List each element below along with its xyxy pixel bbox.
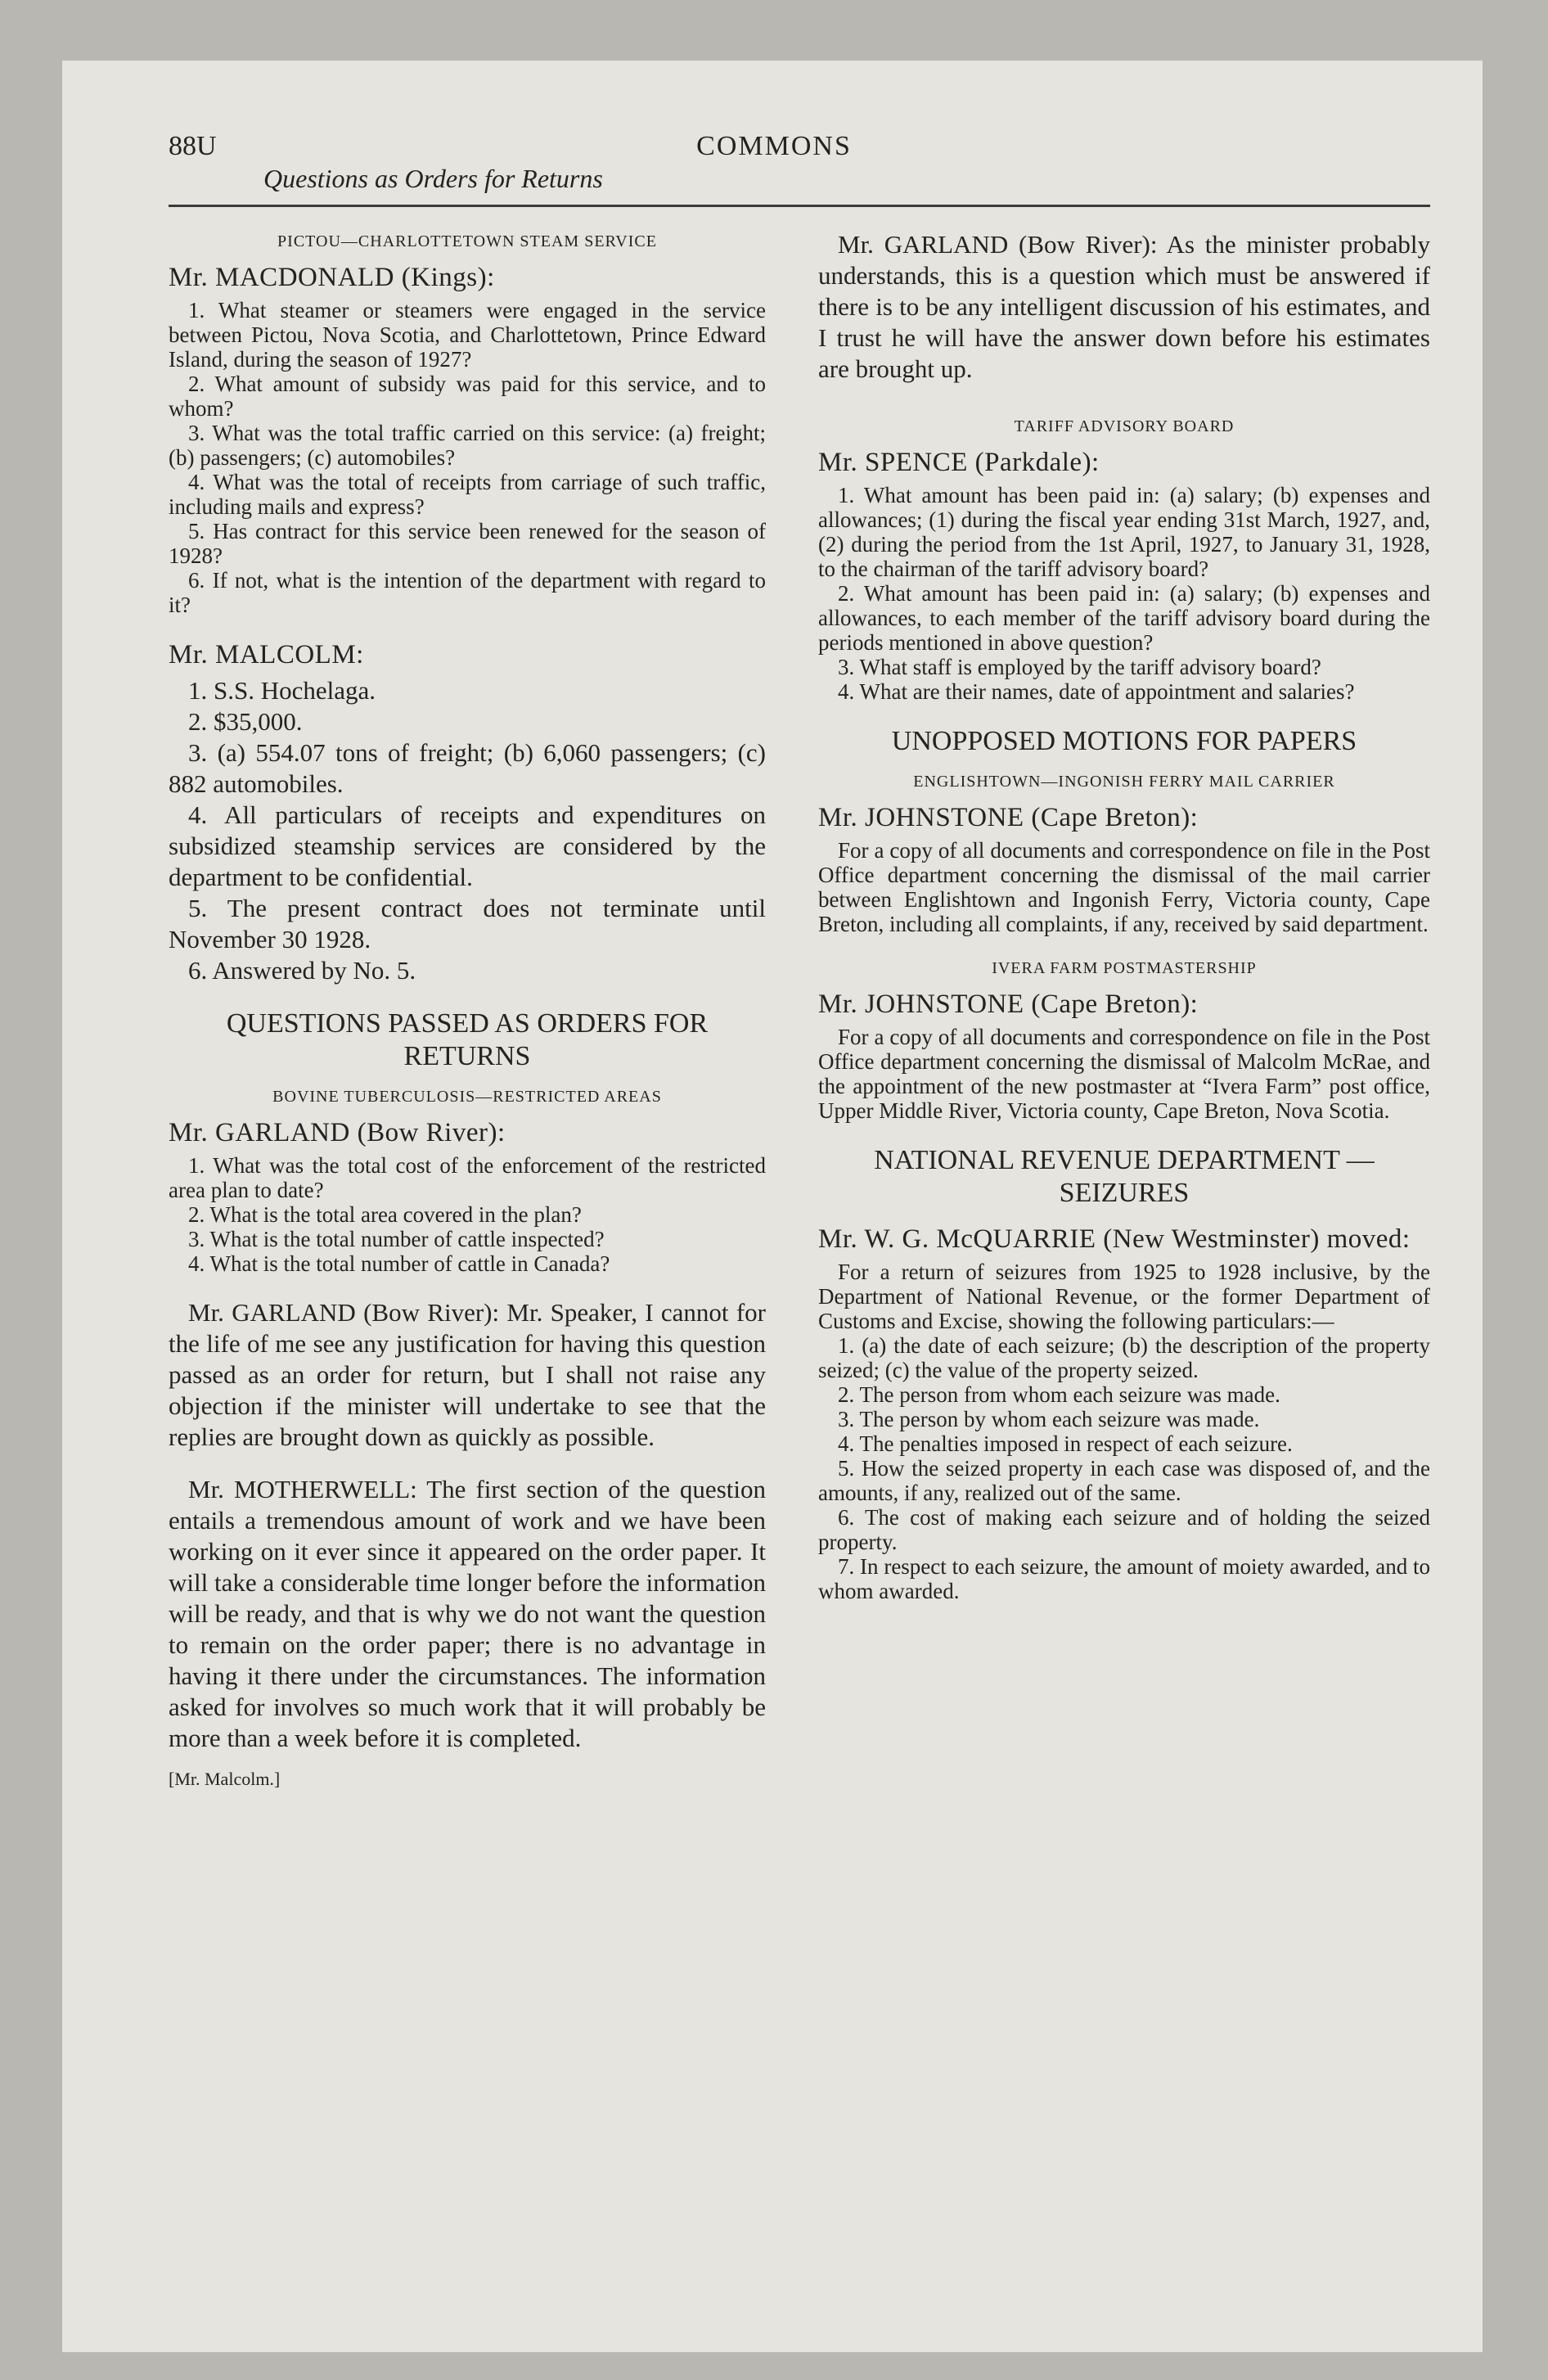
ivera-motion: For a copy of all documents and correspondence on file in the Post Office department concerning the dismissal of Malcolm McRae, and the appointment of the new postmaster at “Ivera Farm” post office, Upper Middle River, Victoria county, Cape Breton, Nova Scotia.	[818, 1025, 1430, 1123]
bovine-question-3: 3. What is the total number of cattle inspected?	[188, 1227, 605, 1251]
header-rule	[169, 205, 1430, 207]
section-heading-national-revenue: NATIONAL REVENUE DEPARTMENT —SEIZURES	[874, 1145, 1375, 1208]
answer-2: 2. $35,000.	[188, 707, 303, 736]
speaker-malcolm: Mr. MALCOLM:	[169, 640, 364, 669]
question-2: 2. What amount of subsidy was paid for this service, and to whom?	[169, 372, 766, 421]
answer-5: 5. The present contract does not terminate until November 30 1928.	[169, 894, 766, 953]
question-1: 1. What steamer or steamers were engaged in the service between Pictou, Nova Scotia, and Charlottetown, Prince Edward Island, during the season of 1927?	[169, 298, 766, 372]
bovine-question-1: 1. What was the total cost of the enforcement of the restricted area plan to date?	[169, 1153, 766, 1202]
left-column	[169, 221, 766, 1790]
seizure-item-6: 6. The cost of making each seizure and of holding the seized property.	[818, 1505, 1430, 1554]
answer-4: 4. All particulars of receipts and expenditures on subsidized steamship services are considered by the department to be confidential.	[169, 800, 766, 891]
bovine-question-4: 4. What is the total number of cattle in Canada?	[188, 1251, 610, 1276]
seizure-item-4: 4. The penalties imposed in respect of each seizure.	[838, 1431, 1293, 1456]
tariff-question-1: 1. What amount has been paid in: (a) salary; (b) expenses and allowances; (1) during the fiscal year ending 31st March, 1927, and, (2) during the period from the 1st April, 1927, to January 31, 1928, to the chairman of the tariff advisory board?	[818, 483, 1430, 581]
footer-note: [Mr. Malcolm.]	[169, 1769, 281, 1789]
page-number: 88U	[169, 131, 217, 161]
seizure-item-2: 2. The person from whom each seizure was made.	[838, 1382, 1280, 1407]
running-subtitle: Questions as Orders for Returns	[263, 164, 603, 193]
question-5: 5. Has contract for this service been renewed for the season of 1928?	[169, 519, 766, 568]
subheading-ivera: IVERA FARM POSTMASTERSHIP	[992, 959, 1257, 977]
answer-3: 3. (a) 554.07 tons of freight; (b) 6,060 passengers; (c) 882 automobiles.	[169, 738, 766, 798]
section-heading-questions-passed: QUESTIONS PASSED AS ORDERS FOR RETURNS	[226, 1008, 709, 1071]
speaker-macdonald: Mr. MACDONALD (Kings):	[169, 263, 495, 292]
tariff-question-4: 4. What are their names, date of appointment and salaries?	[838, 679, 1355, 704]
speaker-mcquarrie: Mr. W. G. McQUARRIE (New Westminster) moved:	[818, 1224, 1411, 1254]
seizure-item-7: 7. In respect to each seizure, the amount of moiety awarded, and to whom awarded.	[818, 1554, 1430, 1603]
question-6: 6. If not, what is the intention of the department with regard to it?	[169, 568, 766, 617]
garland-reply: Mr. GARLAND (Bow River): As the minister probably understands, this is a question which must be answered if there is to be any intelligent discussion of his estimates, and I trust he will have the answer down before his estimates are brought up.	[818, 230, 1430, 383]
englishtown-motion: For a copy of all documents and correspondence on file in the Post Office department concerning the dismissal of the mail carrier between Englishtown and Ingonish Ferry, Victoria county, Cape Breton, including all complaints, if any, received by said department.	[818, 838, 1430, 936]
seizure-item-3: 3. The person by whom each seizure was made.	[838, 1407, 1260, 1431]
speaker-spence: Mr. SPENCE (Parkdale):	[818, 448, 1100, 477]
section-heading-pictou: PICTOU—CHARLOTTETOWN STEAM SERVICE	[277, 232, 657, 250]
question-3: 3. What was the total traffic carried on this service: (a) freight; (b) passengers; (c) automobiles?	[169, 421, 766, 470]
seizure-intro: For a return of seizures from 1925 to 1928 inclusive, by the Department of National Revenue, or the former Department of Customs and Excise, showing the following particulars:—	[818, 1260, 1430, 1333]
section-heading-unopposed: UNOPPOSED MOTIONS FOR PAPERS	[891, 726, 1357, 756]
answer-6: 6. Answered by No. 5.	[188, 956, 416, 985]
subheading-bovine: BOVINE TUBERCULOSIS—RESTRICTED AREAS	[272, 1088, 662, 1106]
bovine-question-2: 2. What is the total area covered in the plan?	[188, 1202, 582, 1227]
section-heading-tariff: TARIFF ADVISORY BOARD	[1014, 417, 1235, 435]
subheading-englishtown: ENGLISHTOWN—INGONISH FERRY MAIL CARRIER	[913, 773, 1335, 791]
motherwell-statement: Mr. MOTHERWELL: The first section of the question entails a tremendous amount of work and we have been working on it ever since it appeared on the order paper. It will take a considerable time longer before the information will be ready, and that is why we do not want the question to remain on the order paper; there is no advantage in having it there under the circumstances. The information asked for involves so much work that it will probably be more than a week before it is completed.	[169, 1475, 766, 1752]
answer-1: 1. S.S. Hochelaga.	[188, 676, 376, 705]
right-column	[818, 221, 1430, 1603]
speaker-garland: Mr. GARLAND (Bow River):	[169, 1118, 506, 1147]
speaker-johnstone-2: Mr. JOHNSTONE (Cape Breton):	[818, 989, 1199, 1019]
garland-statement: Mr. GARLAND (Bow River): Mr. Speaker, I cannot for the life of me see any justification for having this question passed as an order for return, but I shall not raise any objection if the minister will undertake to see that the replies are brought down as quickly as possible.	[169, 1298, 766, 1451]
tariff-question-3: 3. What staff is employed by the tariff advisory board?	[838, 655, 1321, 679]
seizure-item-5: 5. How the seized property in each case was disposed of, and the amounts, if any, realized out of the same.	[818, 1456, 1430, 1505]
tariff-question-2: 2. What amount has been paid in: (a) salary; (b) expenses and allowances, to each member of the tariff advisory board during the periods mentioned in above question?	[818, 581, 1430, 655]
speaker-johnstone-1: Mr. JOHNSTONE (Cape Breton):	[818, 803, 1199, 832]
running-title: COMMONS	[696, 131, 852, 161]
question-4: 4. What was the total of receipts from carriage of such traffic, including mails and express?	[169, 470, 766, 519]
seizure-item-1: 1. (a) the date of each seizure; (b) the description of the property seized; (c) the value of the property seized.	[818, 1333, 1430, 1382]
